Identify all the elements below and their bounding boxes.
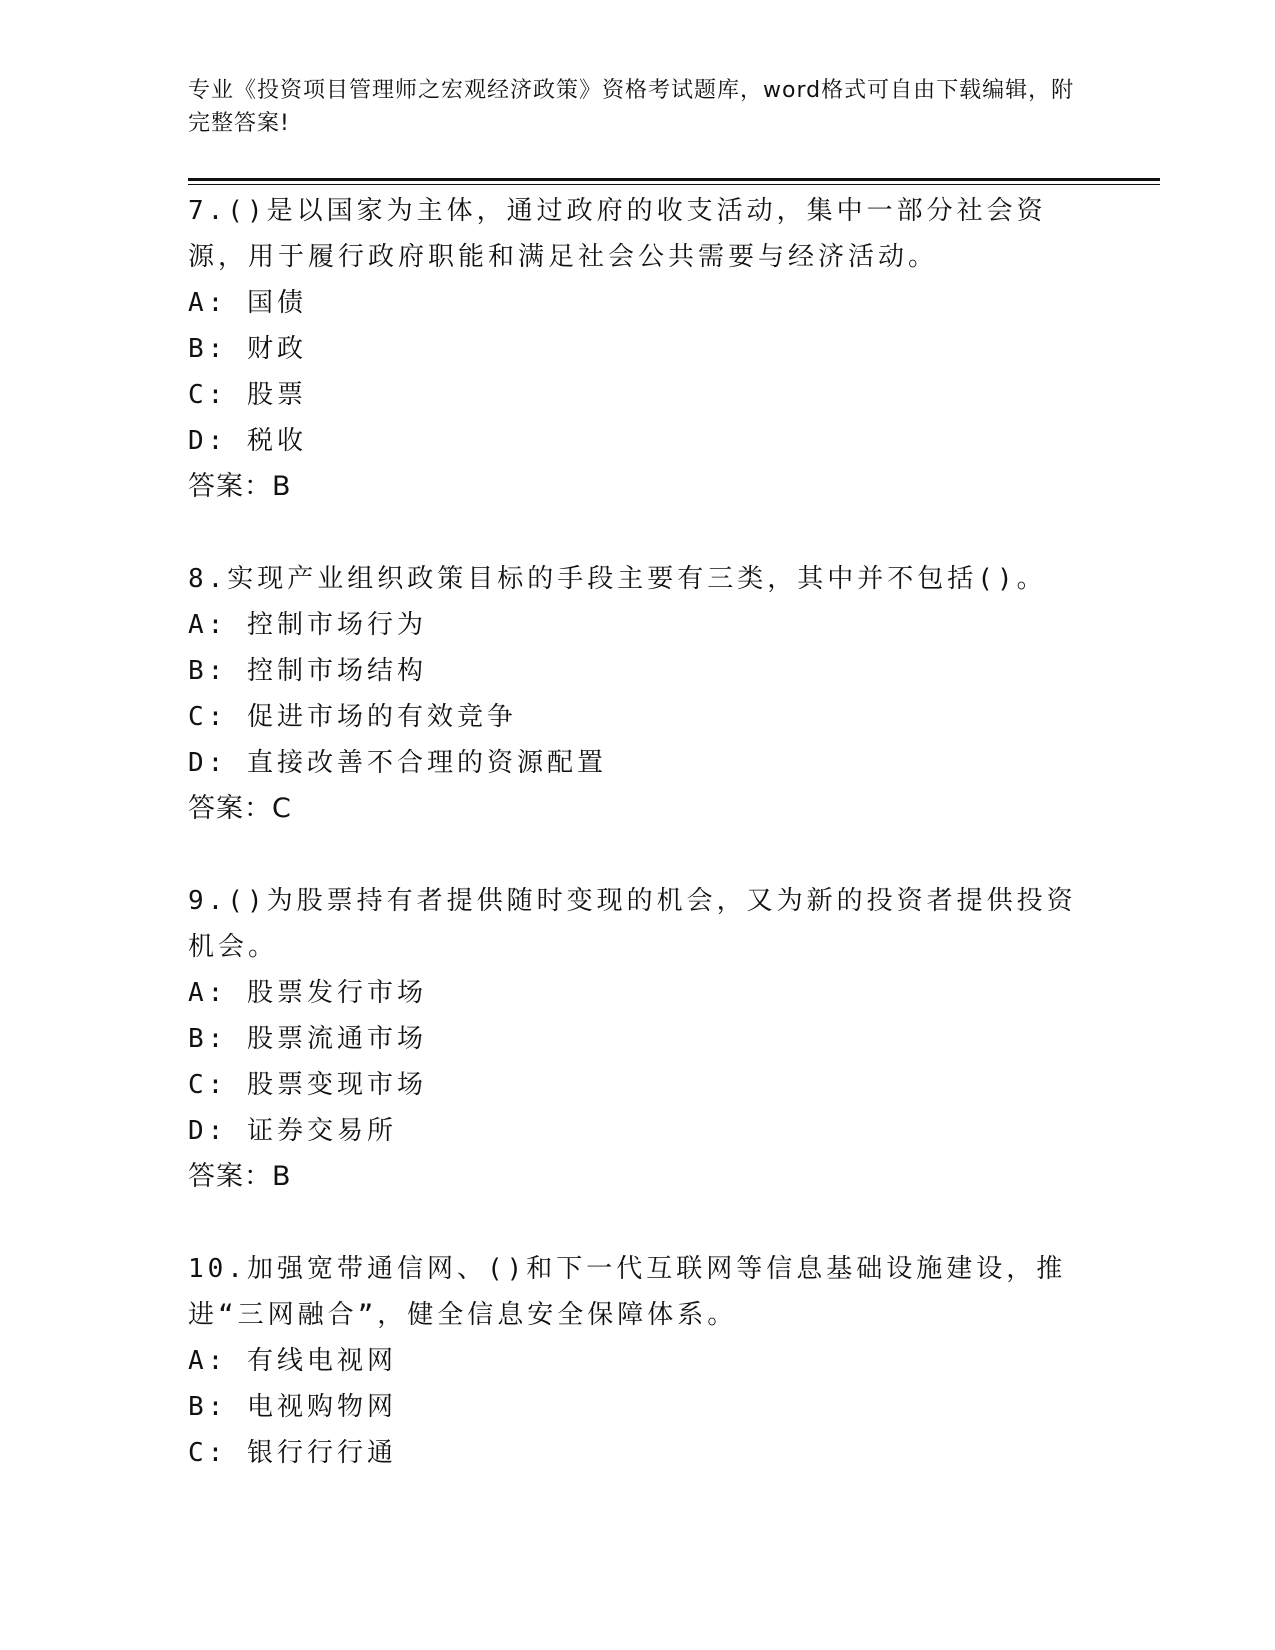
header-rule-thin xyxy=(188,184,1160,185)
option-a: A: 国债 xyxy=(188,288,307,318)
question-text: 9.()为股票持有者提供随时变现的机会，又为新的投资者提供投资机会。 xyxy=(188,886,1077,962)
question-spacer xyxy=(188,510,1088,556)
option-b: B: 控制市场结构 xyxy=(188,656,427,686)
option-c: C: 股票变现市场 xyxy=(188,1070,427,1100)
question-list xyxy=(188,188,1088,1476)
option-d: D: 证券交易所 xyxy=(188,1116,397,1146)
option-d: D: 直接改善不合理的资源配置 xyxy=(188,748,607,778)
option-b: B: 财政 xyxy=(188,334,307,364)
question-spacer xyxy=(188,832,1088,878)
header-rule-thick xyxy=(188,178,1160,181)
question-8 xyxy=(188,556,1088,878)
option-b: B: 股票流通市场 xyxy=(188,1024,427,1054)
question-text: 8.实现产业组织政策目标的手段主要有三类，其中并不包括()。 xyxy=(188,564,1047,594)
option-c: C: 促进市场的有效竞争 xyxy=(188,702,517,732)
question-7 xyxy=(188,188,1088,556)
option-a: A: 控制市场行为 xyxy=(188,610,427,640)
question-text: 10.加强宽带通信网、()和下一代互联网等信息基础设施建设，推进“三网融合”，健全信息安全保障体系。 xyxy=(188,1254,1067,1330)
option-b: B: 电视购物网 xyxy=(188,1392,397,1422)
question-9 xyxy=(188,878,1088,1246)
option-c: C: 银行行行通 xyxy=(188,1438,397,1468)
answer-line: 答案：B xyxy=(188,1161,292,1192)
document-header: 专业《投资项目管理师之宏观经济政策》资格考试题库，word格式可自由下载编辑，附完整答案! xyxy=(188,78,1075,136)
question-text: 7.()是以国家为主体，通过政府的收支活动，集中一部分社会资源，用于履行政府职能和满足社会公共需要与经济活动。 xyxy=(188,196,1047,272)
question-spacer xyxy=(188,1200,1088,1246)
answer-line: 答案：B xyxy=(188,471,292,502)
question-10 xyxy=(188,1246,1088,1476)
option-c: C: 股票 xyxy=(188,380,307,410)
option-a: A: 有线电视网 xyxy=(188,1346,397,1376)
option-a: A: 股票发行市场 xyxy=(188,978,427,1008)
answer-line: 答案：C xyxy=(188,793,292,824)
option-d: D: 税收 xyxy=(188,426,307,456)
